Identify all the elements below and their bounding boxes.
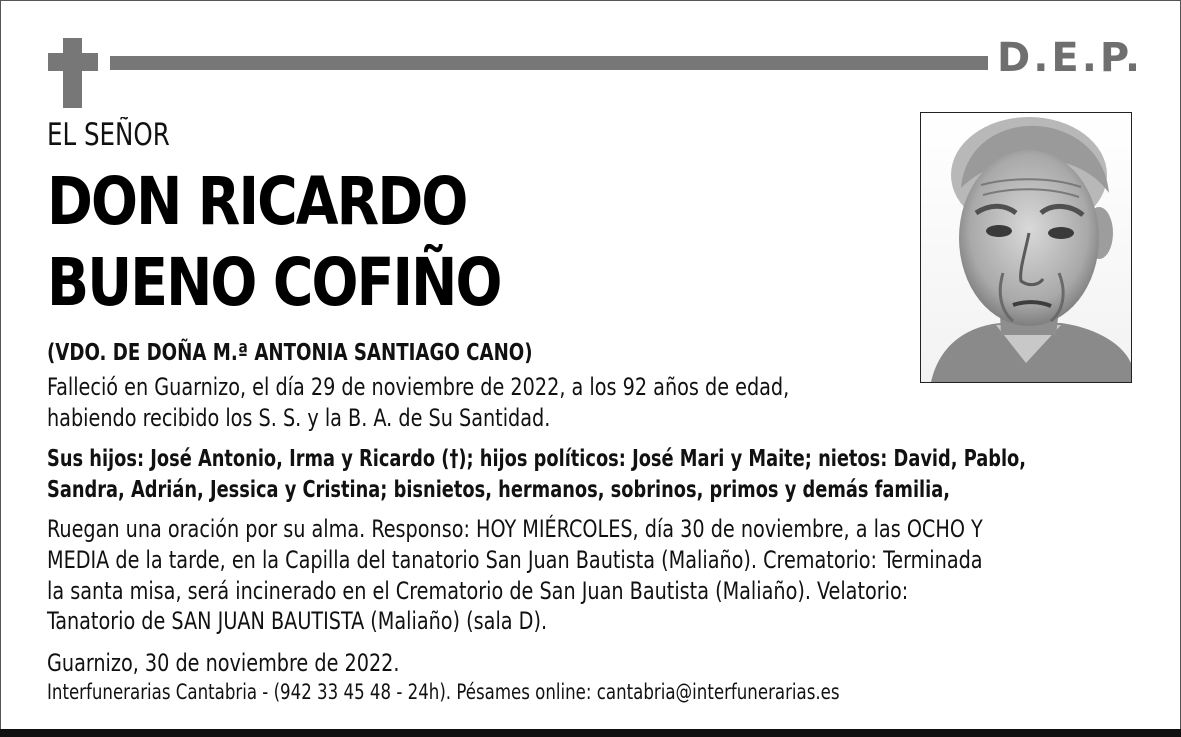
death-notice-line: habiendo recibido los S. S. y la B. A. de Su Santidad. <box>47 404 551 432</box>
bottom-border <box>0 729 1181 737</box>
funeral-home-contact: Interfunerarias Cantabria - (942 33 45 48 - 24h). Pésames online: cantabria@interfunerarias.es <box>47 680 840 704</box>
family-line: Sus hijos: José Antonio, Irma y Ricardo (†); hijos políticos: José Mari y Maite; nietos: David, Pablo, <box>47 446 1027 472</box>
widower-note: (VDO. DE DOÑA M.ª ANTONIA SANTIAGO CANO) <box>47 338 533 366</box>
cross-horizontal-bar <box>48 53 98 71</box>
family-line: Sandra, Adrián, Jessica y Cristina; bisnietos, hermanos, sobrinos, primos y demás familia, <box>47 477 950 503</box>
deceased-name-line-1: DON RICARDO <box>47 163 467 240</box>
deceased-photo <box>920 112 1132 383</box>
services-line: la santa misa, será incinerado en el Crematorio de San Juan Bautista (Maliaño). Velatorio: <box>47 577 909 605</box>
header-rule <box>110 56 988 70</box>
honorific-title: EL SEÑOR <box>47 117 170 153</box>
portrait-illustration <box>921 113 1131 382</box>
death-notice-line: Falleció en Guarnizo, el día 29 de noviembre de 2022, a los 92 años de edad, <box>47 373 790 401</box>
dep-label: D.E.P. <box>997 35 1144 81</box>
place-date: Guarnizo, 30 de noviembre de 2022. <box>47 649 400 677</box>
services-line: MEDIA de la tarde, en la Capilla del tanatorio San Juan Bautista (Maliaño). Crematorio: Terminada <box>47 546 983 574</box>
deceased-name-line-2: BUENO COFIÑO <box>47 244 501 321</box>
cross-vertical-bar <box>63 38 82 108</box>
services-line: Tanatorio de SAN JUAN BAUTISTA (Maliaño) (sala D). <box>47 607 548 635</box>
services-line: Ruegan una oración por su alma. Responso: HOY MIÉRCOLES, día 30 de noviembre, a las OCHO Y <box>47 515 983 543</box>
